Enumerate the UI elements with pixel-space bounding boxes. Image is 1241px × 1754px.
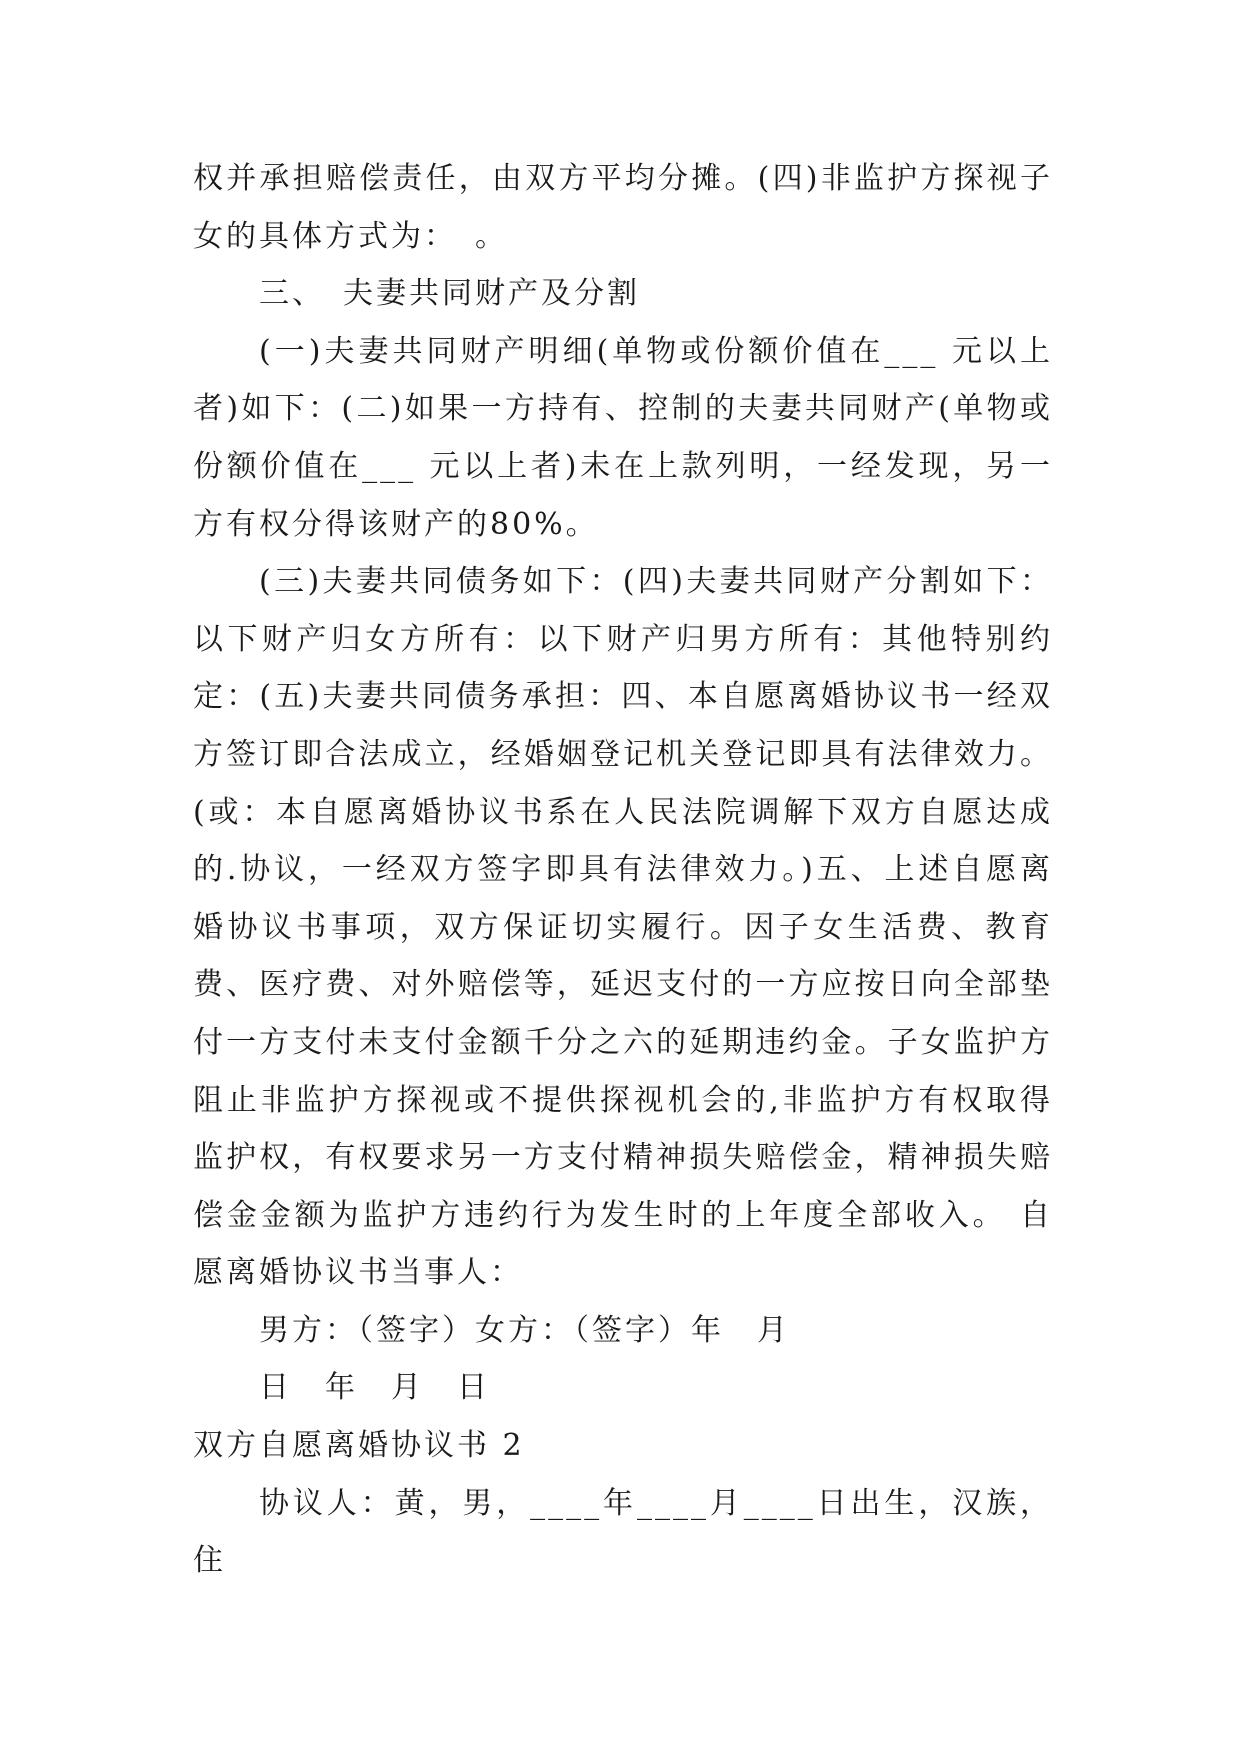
paragraph-property-detail: (一)夫妻共同财产明细(单物或份额价值在___ 元以上者)如下：(二)如果一方持有、控制的夫妻共同财产(单物或份额价值在___ 元以上者)未在上款列明，一经发现，另一方有权分得该财产的80%。 [193,333,1053,542]
paragraph-visitation: 权并承担赔偿责任，由双方平均分摊。(四)非监护方探视子女的具体方式为： 。 [193,161,1053,254]
document-title-2: 双方自愿离婚协议书 2 [193,1428,525,1464]
section-heading-property: 三、 夫妻共同财产及分割 [259,276,640,312]
signature-line: 男方：（签字）女方：（签字）年 月 [259,1312,790,1348]
paragraph-parties: 协议人：黄，男，____年____月____日出生，汉族，住 [193,1485,1053,1579]
date-line: 日 年 月 日 [259,1370,490,1406]
document-body [193,150,1053,1590]
paragraph-debts-and-effect: (三)夫妻共同债务如下：(四)夫妻共同财产分割如下：以下财产归女方所有：以下财产归男方所有：其他特别约定：(五)夫妻共同债务承担：四、本自愿离婚协议书一经双方签订即合法成立，经婚姻登记机关登记即具有法律效力。(或：本自愿离婚协议书系在人民法院调解下双方自愿达成的.协议，一经双方签字即具有法律效力。)五、上述自愿离婚协议书事项，双方保证切实履行。因子女生活费、教育费、医疗费、对外赔偿等，延迟支付的一方应按日向全部垫付一方支付未支付金额千分之六的延期违约金。子女监护方阻止非监护方探视或不提供探视机会的,非监护方有权取得监护权，有权要求另一方支付精神损失赔偿金，精神损失赔偿金金额为监护方违约行为发生时的上年度全部收入。 自愿离婚协议书当事人： [193,564,1053,1291]
